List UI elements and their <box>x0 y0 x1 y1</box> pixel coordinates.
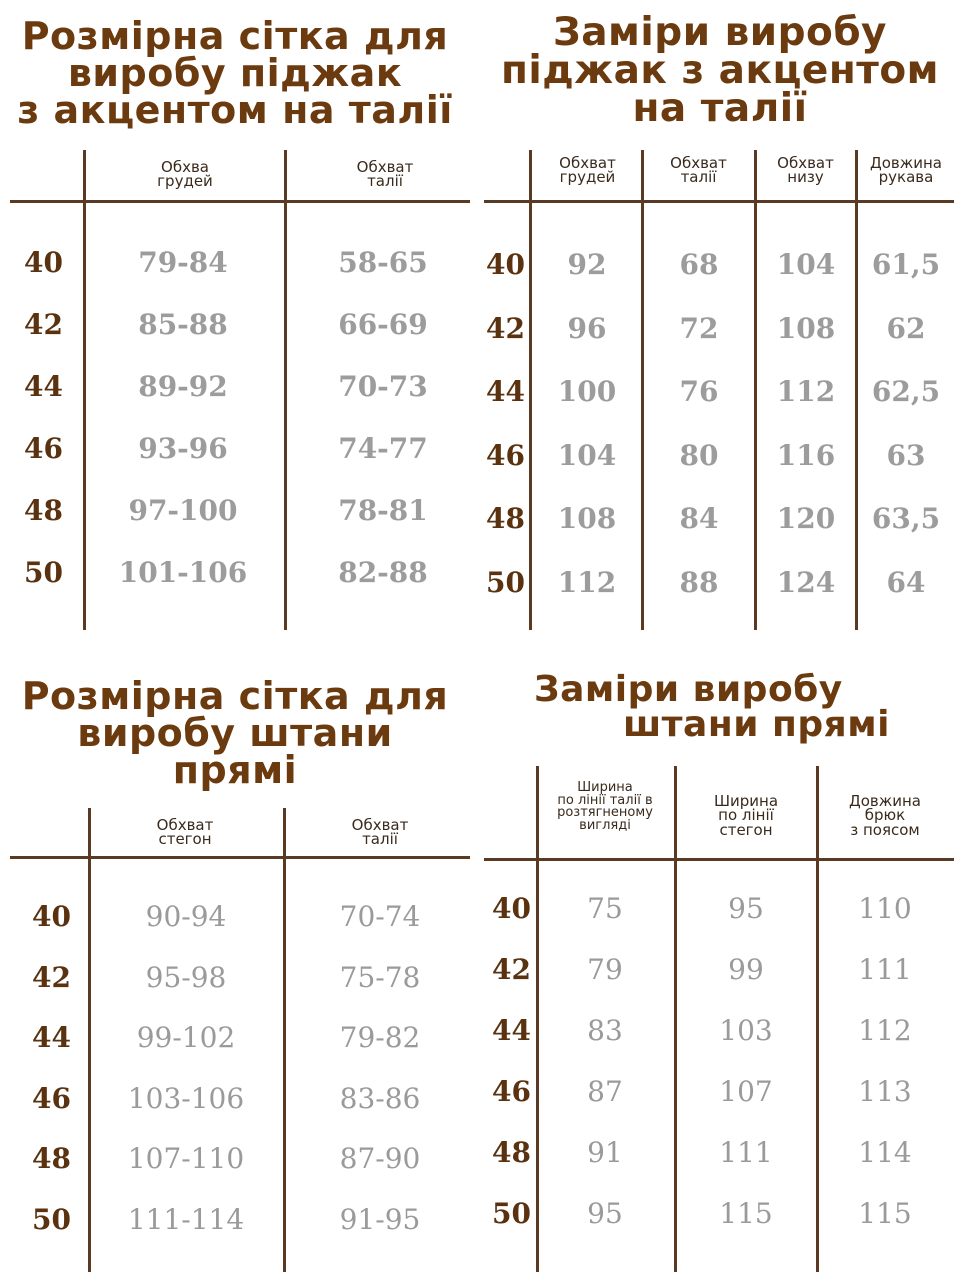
size-label: 48 <box>24 494 63 527</box>
table-cell: 110 <box>858 892 912 925</box>
size-label: 50 <box>24 556 63 589</box>
size-label: 50 <box>486 565 525 599</box>
table-cell: 95-98 <box>145 960 227 994</box>
table-cell: 90-94 <box>145 900 227 933</box>
table-cell: 104 <box>557 438 617 472</box>
column-header-chest: Обхват грудей <box>559 154 616 187</box>
column-header-waist: Обхват талії <box>351 816 409 849</box>
size-label: 42 <box>24 308 63 341</box>
header-divider <box>10 200 470 203</box>
column-header-waist: Обхват талії <box>670 154 727 187</box>
table-cell: 79-82 <box>339 1021 421 1054</box>
table-cell: 100 <box>557 375 617 408</box>
table-cell: 78-81 <box>338 494 428 527</box>
header-divider <box>484 858 954 861</box>
table-cell: 68 <box>679 248 719 281</box>
size-label: 44 <box>32 1021 71 1054</box>
table-cell: 63 <box>886 438 926 472</box>
column-header-length: Довжина брюк з поясом <box>849 792 921 839</box>
table-cell: 83-86 <box>339 1081 421 1115</box>
table-cell: 95 <box>728 892 764 925</box>
table-cell: 66-69 <box>338 308 428 341</box>
column-header-hip-width: Ширина по лінії стегон <box>713 792 779 839</box>
table-cell: 101-106 <box>118 556 248 589</box>
table-cell: 108 <box>557 502 617 535</box>
jacket-size-chart-title <box>10 14 460 133</box>
column-divider <box>284 150 287 630</box>
table-cell: 113 <box>858 1075 912 1108</box>
table-cell: 112 <box>858 1014 912 1047</box>
table-cell: 115 <box>858 1197 912 1230</box>
table-cell: 74-77 <box>338 432 428 465</box>
column-divider <box>816 766 819 1272</box>
table-cell: 99 <box>728 953 764 986</box>
table-cell: 64 <box>886 565 926 599</box>
size-label: 42 <box>32 960 71 994</box>
table-cell: 111-114 <box>127 1202 245 1236</box>
title-line: штани прямі <box>622 704 890 746</box>
table-cell: 103 <box>719 1014 773 1047</box>
table-cell: 76 <box>679 375 719 408</box>
size-label: 40 <box>32 900 71 933</box>
column-header-sleeve: Довжина рукава <box>870 154 942 187</box>
table-cell: 114 <box>858 1136 912 1169</box>
table-cell: 87-90 <box>339 1142 421 1175</box>
title-line: виробу штани <box>77 711 393 756</box>
table-cell: 97-100 <box>128 494 238 527</box>
table-cell: 99-102 <box>136 1021 236 1054</box>
column-divider <box>674 766 677 1272</box>
table-cell: 95 <box>587 1197 623 1230</box>
table-cell: 75 <box>587 892 623 925</box>
table-cell: 62 <box>886 311 926 345</box>
table-cell: 79-84 <box>138 246 228 279</box>
table-cell: 107-110 <box>127 1142 245 1175</box>
trousers-measurements <box>480 640 960 1280</box>
table-cell: 104 <box>776 248 836 281</box>
trousers-size-chart-title <box>10 674 460 793</box>
table-cell: 93-96 <box>138 432 228 465</box>
trousers-measurements-title <box>510 669 930 746</box>
jacket-measurements-title <box>490 10 950 132</box>
table-cell: 82-88 <box>338 556 428 589</box>
table-cell: 115 <box>719 1197 773 1230</box>
table-cell: 107 <box>719 1075 773 1108</box>
table-cell: 108 <box>776 311 836 345</box>
title-line: Розмірна сітка для <box>21 14 449 58</box>
size-label: 42 <box>492 953 531 986</box>
header-divider <box>10 856 470 859</box>
table-cell: 62,5 <box>871 375 941 408</box>
size-label: 40 <box>486 248 525 281</box>
table-cell: 124 <box>776 565 836 599</box>
table-cell: 92 <box>567 248 607 281</box>
size-label: 42 <box>486 311 525 345</box>
table-cell: 87 <box>587 1075 623 1108</box>
table-cell: 91 <box>587 1136 623 1169</box>
header-divider <box>484 200 954 203</box>
table-cell: 72 <box>679 311 719 345</box>
title-line: Заміри виробу <box>553 10 887 55</box>
table-cell: 112 <box>557 565 617 599</box>
size-label: 40 <box>492 892 531 925</box>
column-header-chest: Обхва грудей <box>157 158 213 191</box>
trousers-size-chart <box>0 640 480 1280</box>
size-label: 44 <box>492 1014 531 1047</box>
table-cell: 88 <box>679 565 719 599</box>
size-label: 50 <box>32 1202 71 1236</box>
size-label: 50 <box>492 1197 531 1230</box>
column-header-waist-width: Ширина по лінії талії в розтягненому вигляді <box>557 780 653 834</box>
table-cell: 75-78 <box>339 960 421 994</box>
size-label: 46 <box>492 1075 531 1108</box>
title-line: Заміри виробу <box>534 669 843 710</box>
size-label: 48 <box>492 1136 531 1169</box>
column-header-waist: Обхват талії <box>356 158 414 191</box>
table-cell: 61,5 <box>871 248 941 281</box>
size-label: 48 <box>32 1142 71 1175</box>
table-cell: 89-92 <box>138 370 228 403</box>
jacket-measurements <box>480 0 960 640</box>
size-label: 44 <box>486 375 525 408</box>
column-divider <box>88 808 91 1272</box>
table-cell: 83 <box>587 1014 623 1047</box>
table-cell: 70-73 <box>338 370 428 403</box>
size-label: 40 <box>24 246 63 279</box>
table-cell: 91-95 <box>339 1202 421 1236</box>
jacket-size-chart <box>0 0 480 640</box>
table-cell: 80 <box>679 438 719 472</box>
table-cell: 112 <box>776 375 836 408</box>
table-cell: 85-88 <box>138 308 228 341</box>
table-cell: 79 <box>587 953 623 986</box>
table-cell: 103-106 <box>127 1081 245 1115</box>
table-cell: 111 <box>858 953 912 986</box>
size-label: 44 <box>24 370 63 403</box>
table-cell: 96 <box>567 311 607 345</box>
title-line: з акцентом на талії <box>17 88 453 133</box>
size-label: 46 <box>32 1081 71 1115</box>
title-line: Розмірна сітка для <box>21 674 449 718</box>
title-line: на талії <box>632 86 808 132</box>
table-cell: 120 <box>776 502 836 535</box>
table-cell: 84 <box>679 502 719 535</box>
size-label: 46 <box>24 432 63 465</box>
title-line: прямі <box>172 748 298 793</box>
table-cell: 111 <box>719 1136 773 1169</box>
table-cell: 70-74 <box>339 900 421 933</box>
column-header-hips: Обхват стегон <box>156 816 214 849</box>
table-cell: 63,5 <box>871 502 941 535</box>
size-label: 48 <box>486 502 525 535</box>
column-divider <box>83 150 86 630</box>
size-label: 46 <box>486 438 525 472</box>
table-cell: 116 <box>776 438 836 472</box>
column-header-hem: Обхват низу <box>777 154 834 187</box>
title-line: піджак з акцентом <box>500 48 940 94</box>
table-cell: 58-65 <box>338 246 428 279</box>
title-line: виробу піджак <box>67 51 403 96</box>
